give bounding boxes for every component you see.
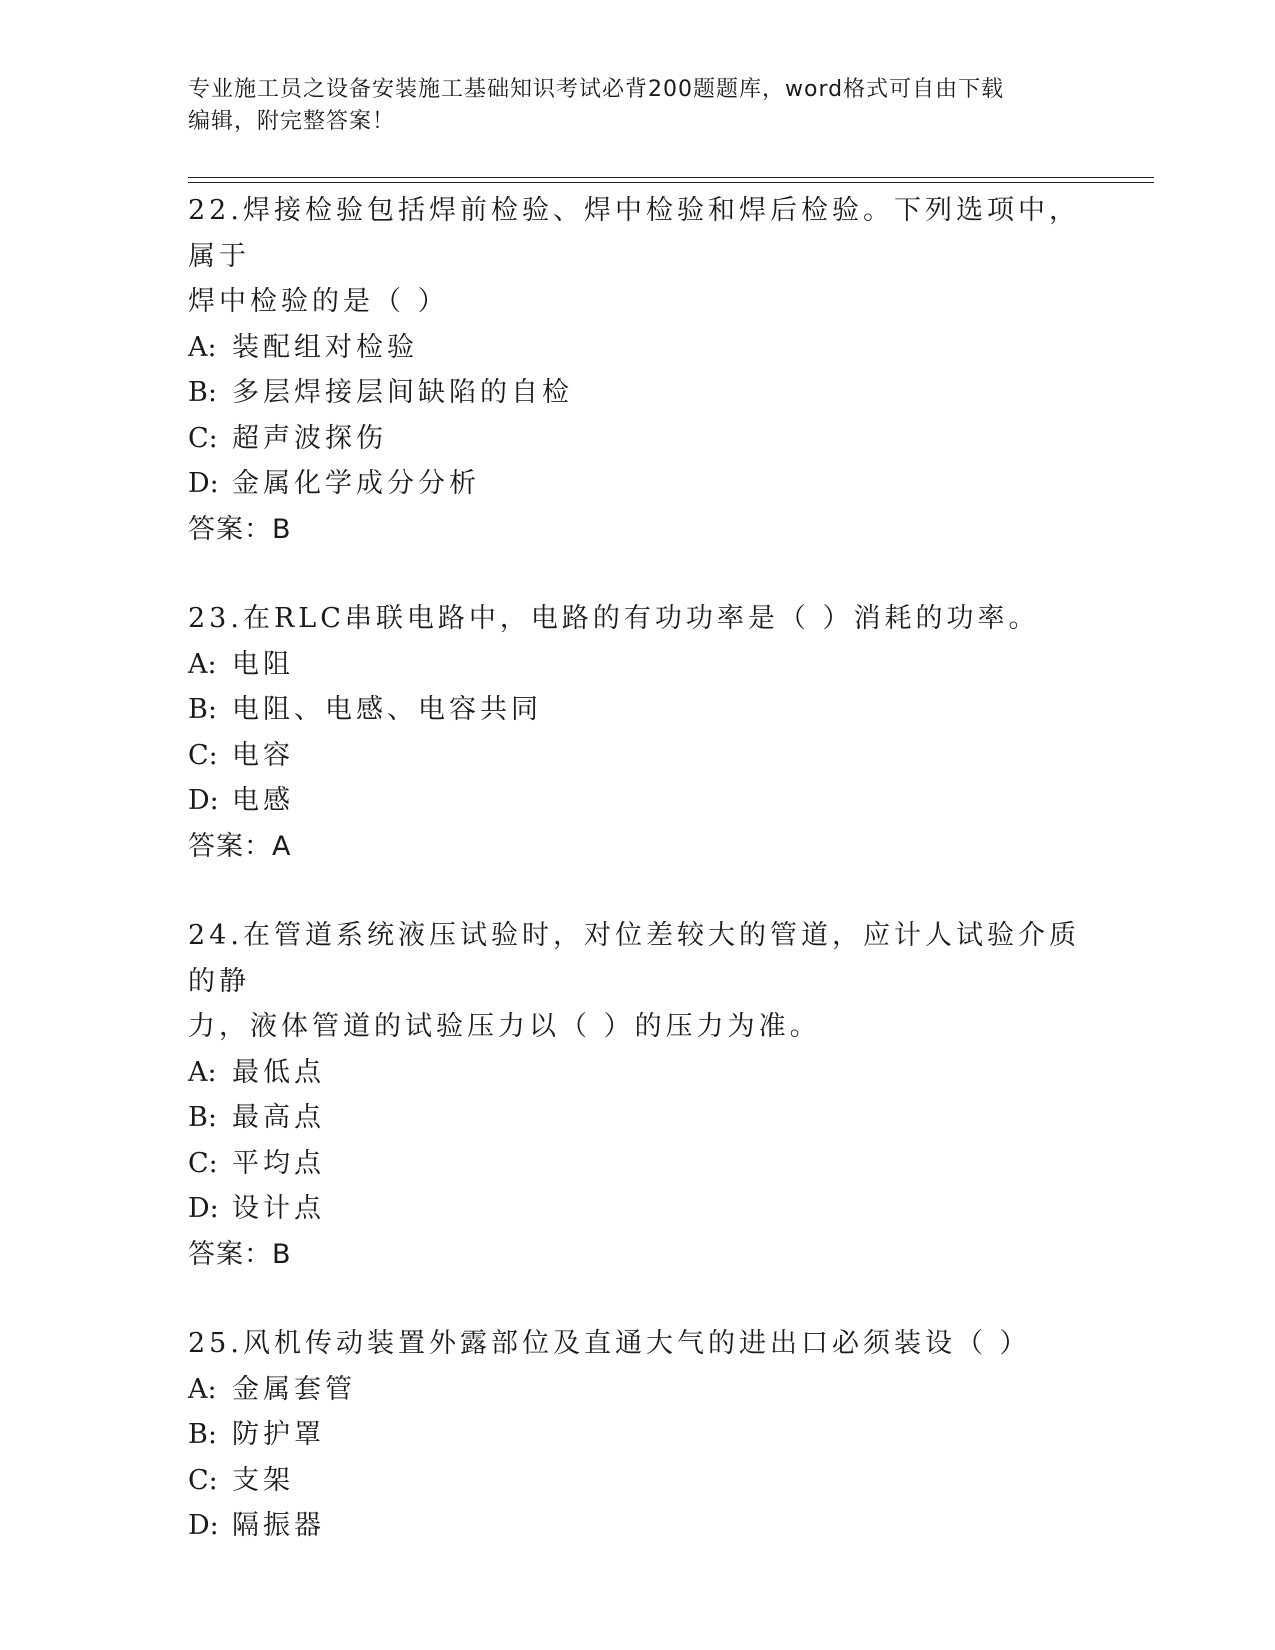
question-stem-line: 23.在RLC串联电路中，电路的有功功率是（ ）消耗的功率。 [188, 603, 1040, 634]
question-stem-line: 力，液体管道的试验压力以（ ）的压力为准。 [188, 1011, 821, 1042]
option-text: 电感 [232, 785, 294, 816]
option-text: 超声波探伤 [232, 422, 387, 454]
option-text: 支架 [232, 1464, 294, 1496]
option-b [188, 687, 1088, 733]
option-letter: A: [188, 1373, 217, 1405]
option-letter: C: [188, 1464, 218, 1496]
document-header [188, 74, 1068, 138]
header-divider-bottom [188, 182, 1154, 183]
option-a [188, 642, 1088, 688]
option-d [188, 1186, 1088, 1232]
option-letter: D: [188, 1193, 219, 1224]
question-stem-line: 焊中检验的是（ ） [188, 286, 449, 317]
option-text: 电阻 [232, 648, 294, 680]
option-b [188, 1095, 1088, 1141]
option-letter: C: [188, 739, 218, 771]
header-line-2: 编辑，附完整答案！ [188, 109, 396, 134]
header-line-1: 专业施工员之设备安装施工基础知识考试必背200题题库，word格式可自由下载 [188, 77, 1005, 102]
answer-line: 答案：B [188, 513, 292, 545]
option-a [188, 1050, 1088, 1096]
option-letter: B: [188, 694, 217, 725]
option-text: 多层焊接层间缺陷的自检 [232, 377, 573, 408]
option-letter: D: [188, 468, 219, 499]
option-letter: C: [188, 1147, 218, 1179]
option-c [188, 1141, 1088, 1187]
option-d [188, 778, 1088, 824]
header-divider-top [188, 177, 1154, 178]
option-text: 金属化学成分分析 [232, 468, 480, 499]
option-text: 电阻、电感、电容共同 [232, 694, 542, 725]
question-stem-line: 25.风机传动装置外露部位及直通大气的进出口必须装设（ ） [188, 1328, 1031, 1359]
option-text: 电容 [232, 739, 294, 771]
answer-line: 答案：A [188, 830, 292, 862]
option-a [188, 325, 1088, 371]
option-letter: D: [188, 1510, 219, 1541]
option-letter: B: [188, 1102, 217, 1133]
option-letter: D: [188, 785, 219, 816]
option-text: 最低点 [232, 1056, 325, 1088]
option-text: 隔振器 [232, 1510, 325, 1541]
question-stem-line: 22.焊接检验包括焊前检验、焊中检验和焊后检验。下列选项中，属于 [188, 195, 1080, 272]
option-a [188, 1367, 1088, 1413]
option-c [188, 733, 1088, 779]
question-22 [188, 188, 1088, 552]
option-text: 设计点 [232, 1193, 325, 1224]
option-b [188, 1412, 1088, 1458]
option-d [188, 461, 1088, 507]
question-25 [188, 1321, 1088, 1549]
option-text: 金属套管 [232, 1373, 356, 1405]
option-letter: A: [188, 331, 217, 363]
question-list [188, 188, 1088, 1593]
option-letter: B: [188, 377, 217, 408]
answer-line: 答案：B [188, 1238, 292, 1270]
question-stem-line: 24.在管道系统液压试验时，对位差较大的管道，应计人试验介质的静 [188, 920, 1080, 997]
option-c [188, 416, 1088, 462]
option-letter: A: [188, 648, 217, 680]
option-text: 防护罩 [232, 1419, 325, 1450]
option-d [188, 1503, 1088, 1549]
option-b [188, 370, 1088, 416]
option-letter: B: [188, 1419, 217, 1450]
question-24 [188, 913, 1088, 1277]
option-c [188, 1458, 1088, 1504]
option-letter: A: [188, 1056, 217, 1088]
question-23 [188, 596, 1088, 869]
option-text: 装配组对检验 [232, 331, 418, 363]
option-text: 最高点 [232, 1102, 325, 1133]
option-text: 平均点 [232, 1147, 325, 1179]
option-letter: C: [188, 422, 218, 454]
